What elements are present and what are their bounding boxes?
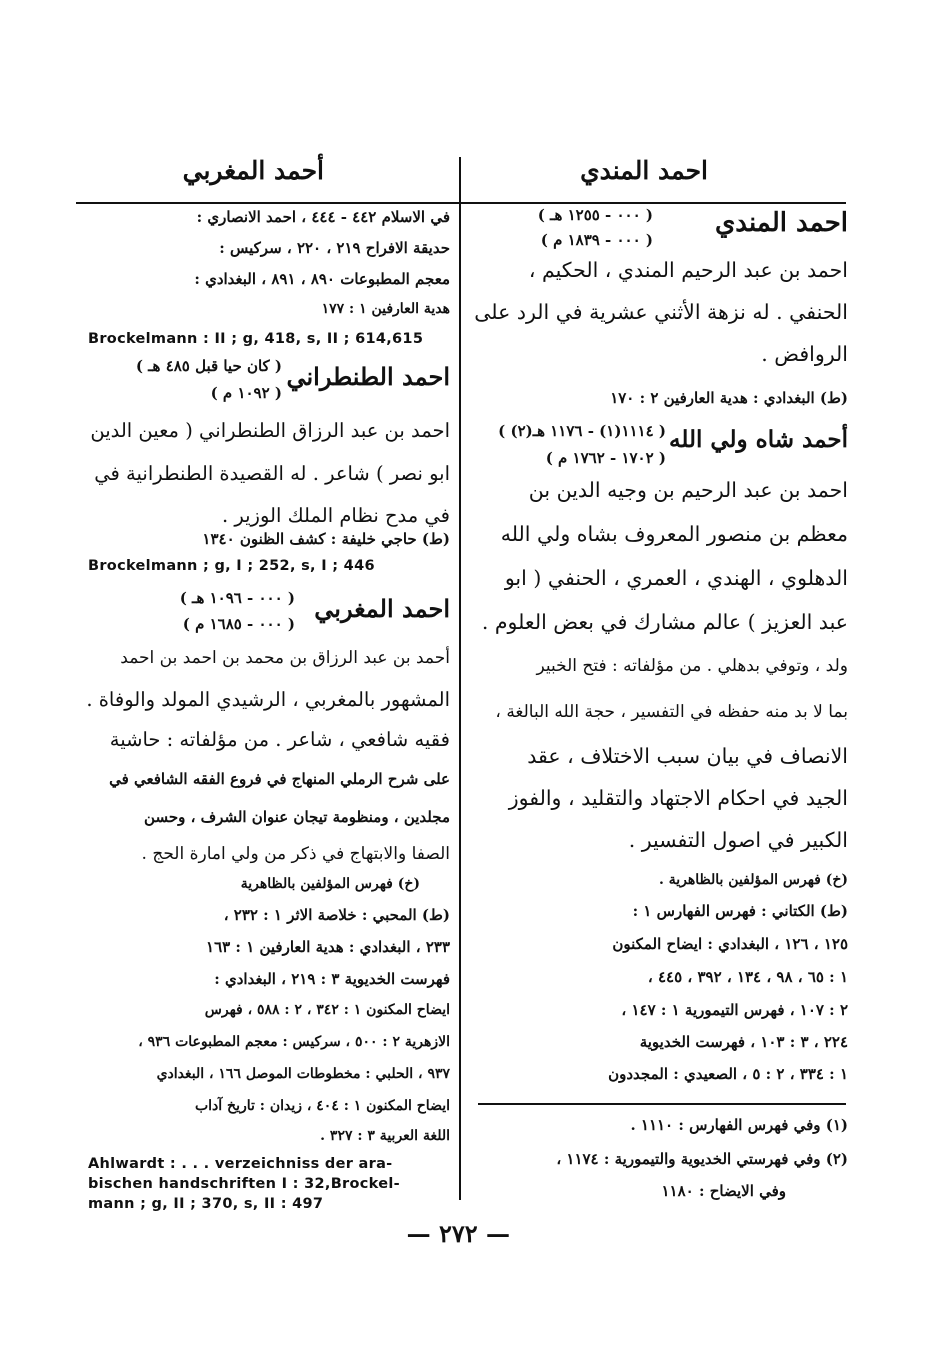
footnote-rule bbox=[478, 1103, 846, 1105]
page-number: — ٢٧٢ — bbox=[406, 1219, 510, 1248]
entry-line: المشهور بالمغربي ، الرشيدي المولد والوفاة . bbox=[86, 688, 450, 711]
entry-dates-gregorian: ( ٠٠٠ - ١٨٣٩ م ) bbox=[540, 231, 653, 249]
entry-dates-hijri: ( ١١١٤(١) - ١١٧٦ هـ(٢) ) bbox=[498, 422, 666, 440]
entry-line: عبد العزيز ) عالم مشارك في بعض العلوم . bbox=[481, 610, 848, 634]
entry-reference: هدية العارفين ١ : ١٧٧ bbox=[321, 301, 450, 317]
entry-reference: فهرست الخديوية ٣ : ٢١٩ ، البغدادي : bbox=[214, 970, 450, 988]
latin-reference: Ahlwardt : . . . verzeichniss der ara- bbox=[88, 1156, 393, 1172]
footnote: (٢) وفي فهرستي الخديوية والتيمورية : ١١٧٤ ، bbox=[556, 1150, 848, 1168]
entry-line: الانصاف في بيان سبب الاختلاف ، عقد bbox=[527, 744, 848, 768]
latin-reference: mann ; g, II ; 370, s, II : 497 bbox=[88, 1196, 324, 1212]
entry-line: أحمد بن عبد الرزاق بن محمد بن احمد بن احمد bbox=[120, 648, 450, 668]
entry-line: فقيه شافعي ، شاعر . من مؤلفاته : حاشية bbox=[109, 728, 450, 751]
entry-line: الروافض . bbox=[761, 342, 848, 366]
latin-reference: Brockelmann : II ; g, 418, s, II ; 614,615 bbox=[88, 331, 424, 347]
entry-reference: ١ : ٦٥ ، ٩٨ ، ١٣٤ ، ٣٩٢ ، ٤٤٥ ، bbox=[647, 968, 848, 986]
entry-reference: معجم المطبوعات ٨٩٠ ، ٨٩١ ، البغدادي : bbox=[194, 270, 450, 288]
entry-line: الصفا والابتهاج في ذكر من ولي امارة الحج . bbox=[141, 844, 450, 864]
entry-dates-hijri: ( ٠٠٠ - ١٠٩٦ هـ ) bbox=[179, 589, 295, 607]
entry-reference: ٢ : ١٠٧ ، فهرس التيمورية ١ : ١٤٧ ، bbox=[621, 1001, 848, 1019]
footnote: وفي الايضاح : ١١٨٠ bbox=[661, 1182, 786, 1200]
entry-line: مجلدين ، ومنظومة تيجان عنوان الشرف ، وحسن bbox=[144, 808, 450, 826]
entry-name: أحمد شاه ولي الله bbox=[669, 426, 848, 453]
running-header-right: احمد المندي bbox=[580, 156, 708, 185]
entry-reference: (ط) البغدادي : هدية العارفين ٢ : ١٧٠ bbox=[610, 389, 848, 407]
header-rule bbox=[76, 202, 846, 204]
entry-line: الجيد في احكام الاجتهاد والتقليد ، والفوز bbox=[508, 786, 848, 810]
entry-reference: في الاسلام ٤٤٢ - ٤٤٤ ، احمد الانصاري : bbox=[196, 208, 450, 226]
entry-reference: ايضاح المكنون ١ : ٣٤٢ ، ٢ : ٥٨٨ ، فهرس bbox=[204, 1002, 450, 1018]
entry-name: احمد المغربي bbox=[314, 594, 450, 623]
entry-reference: ١٢٥ ، ١٢٦ ، البغدادي : ايضاح المكنون bbox=[612, 935, 848, 953]
running-header-left: أحمد المغربي bbox=[182, 156, 324, 185]
entry-reference: ٢٢٤ ، ٣ : ١٠٣ ، فهرست الخديوية bbox=[639, 1033, 848, 1051]
latin-reference: Brockelmann ; g, I ; 252, s, I ; 446 bbox=[88, 558, 375, 574]
entry-dates-gregorian: ( ١٠٩٢ م ) bbox=[210, 384, 282, 402]
entry-reference: (ط) المحبي : خلاصة الاثر ١ : ٢٣٢ ، bbox=[223, 906, 450, 924]
entry-line: على شرح الرملي المنهاج في فروع الفقه الشافعي في bbox=[109, 770, 450, 788]
entry-name: احمد المندي bbox=[714, 208, 848, 238]
entry-dates-hijri: ( كان حيا قبل ٤٨٥ هـ ) bbox=[135, 357, 282, 375]
entry-reference: (ط) حاجي خليفة : كشف الظنون ١٣٤٠ bbox=[202, 530, 450, 548]
entry-reference: ٢٣٣ ، البغدادي : هدية العارفين ١ : ١٦٣ bbox=[206, 938, 450, 956]
entry-name: احمد الطنطراني bbox=[286, 362, 450, 391]
entry-reference: ١ : ٣٣٤ ، ٢ : ٥ ، الصعيدي : المجددون bbox=[608, 1065, 848, 1083]
entry-reference: (خ) فهرس المؤلفين بالظاهرية bbox=[240, 876, 420, 892]
entry-line: احمد بن عبد الرزاق الطنطراني ( معين الدين bbox=[90, 419, 450, 442]
entry-line: احمد بن عبد الرحيم المندي ، الحكيم ، bbox=[528, 258, 848, 282]
entry-reference: الازهرية ٢ : ٥٠٠ ، سركيس : معجم المطبوعات ٩٣٦ ، bbox=[138, 1034, 450, 1050]
entry-line: معظم بن منصور المعروف بشاه ولي الله bbox=[500, 522, 848, 546]
entry-reference: (خ) فهرس المؤلفين بالظاهرية . bbox=[658, 872, 848, 888]
entry-line: الدهلوي ، الهندي ، العمري ، الحنفي ( ابو bbox=[504, 566, 848, 590]
footnote: (١) وفي فهرس الفهارس : ١١١٠ . bbox=[630, 1116, 848, 1134]
entry-line: الكبير في اصول التفسير . bbox=[628, 828, 848, 852]
entry-reference: ايضاح المكنون ١ : ٤٠٤ ، زيدان : تاريخ آداب bbox=[194, 1098, 450, 1114]
column-divider bbox=[459, 157, 461, 1200]
entry-dates-gregorian: ( ٠٠٠ - ١٦٨٥ م ) bbox=[182, 615, 295, 633]
entry-line: الحنفي . له نزهة الأثني عشرية في الرد على bbox=[474, 300, 848, 324]
entry-reference: (ط) الكتاني : فهرس الفهارس ١ : bbox=[632, 902, 848, 920]
entry-dates-hijri: ( ٠٠٠ - ١٢٥٥ هـ ) bbox=[537, 206, 653, 224]
entry-line: بما لا بد منه حفظه في التفسير ، حجة الله البالغة ، bbox=[495, 702, 848, 722]
entry-line: ولد ، وتوفي بدهلي . من مؤلفاته : فتح الخبير bbox=[536, 656, 848, 676]
latin-reference: bischen handschriften I : 32,Brockel- bbox=[88, 1176, 400, 1192]
entry-line: ابو نصر ) شاعر . له القصيدة الطنطرانية في bbox=[94, 462, 450, 485]
entry-line: احمد بن عبد الرحيم بن وجيه الدين بن bbox=[528, 478, 848, 502]
entry-reference: اللغة العربية ٣ : ٣٢٧ . bbox=[320, 1128, 450, 1144]
entry-line: في مدح نظام الملك الوزير . bbox=[221, 504, 450, 527]
entry-reference: حديقة الافراح ٢١٩ ، ٢٢٠ ، سركيس : bbox=[219, 239, 450, 257]
entry-reference: ٩٣٧ ، الحلبي : مخطوطات الموصل ١٦٦ ، البغدادي bbox=[156, 1066, 450, 1082]
entry-dates-gregorian: ( ١٧٠٢ - ١٧٦٢ م ) bbox=[545, 449, 666, 467]
